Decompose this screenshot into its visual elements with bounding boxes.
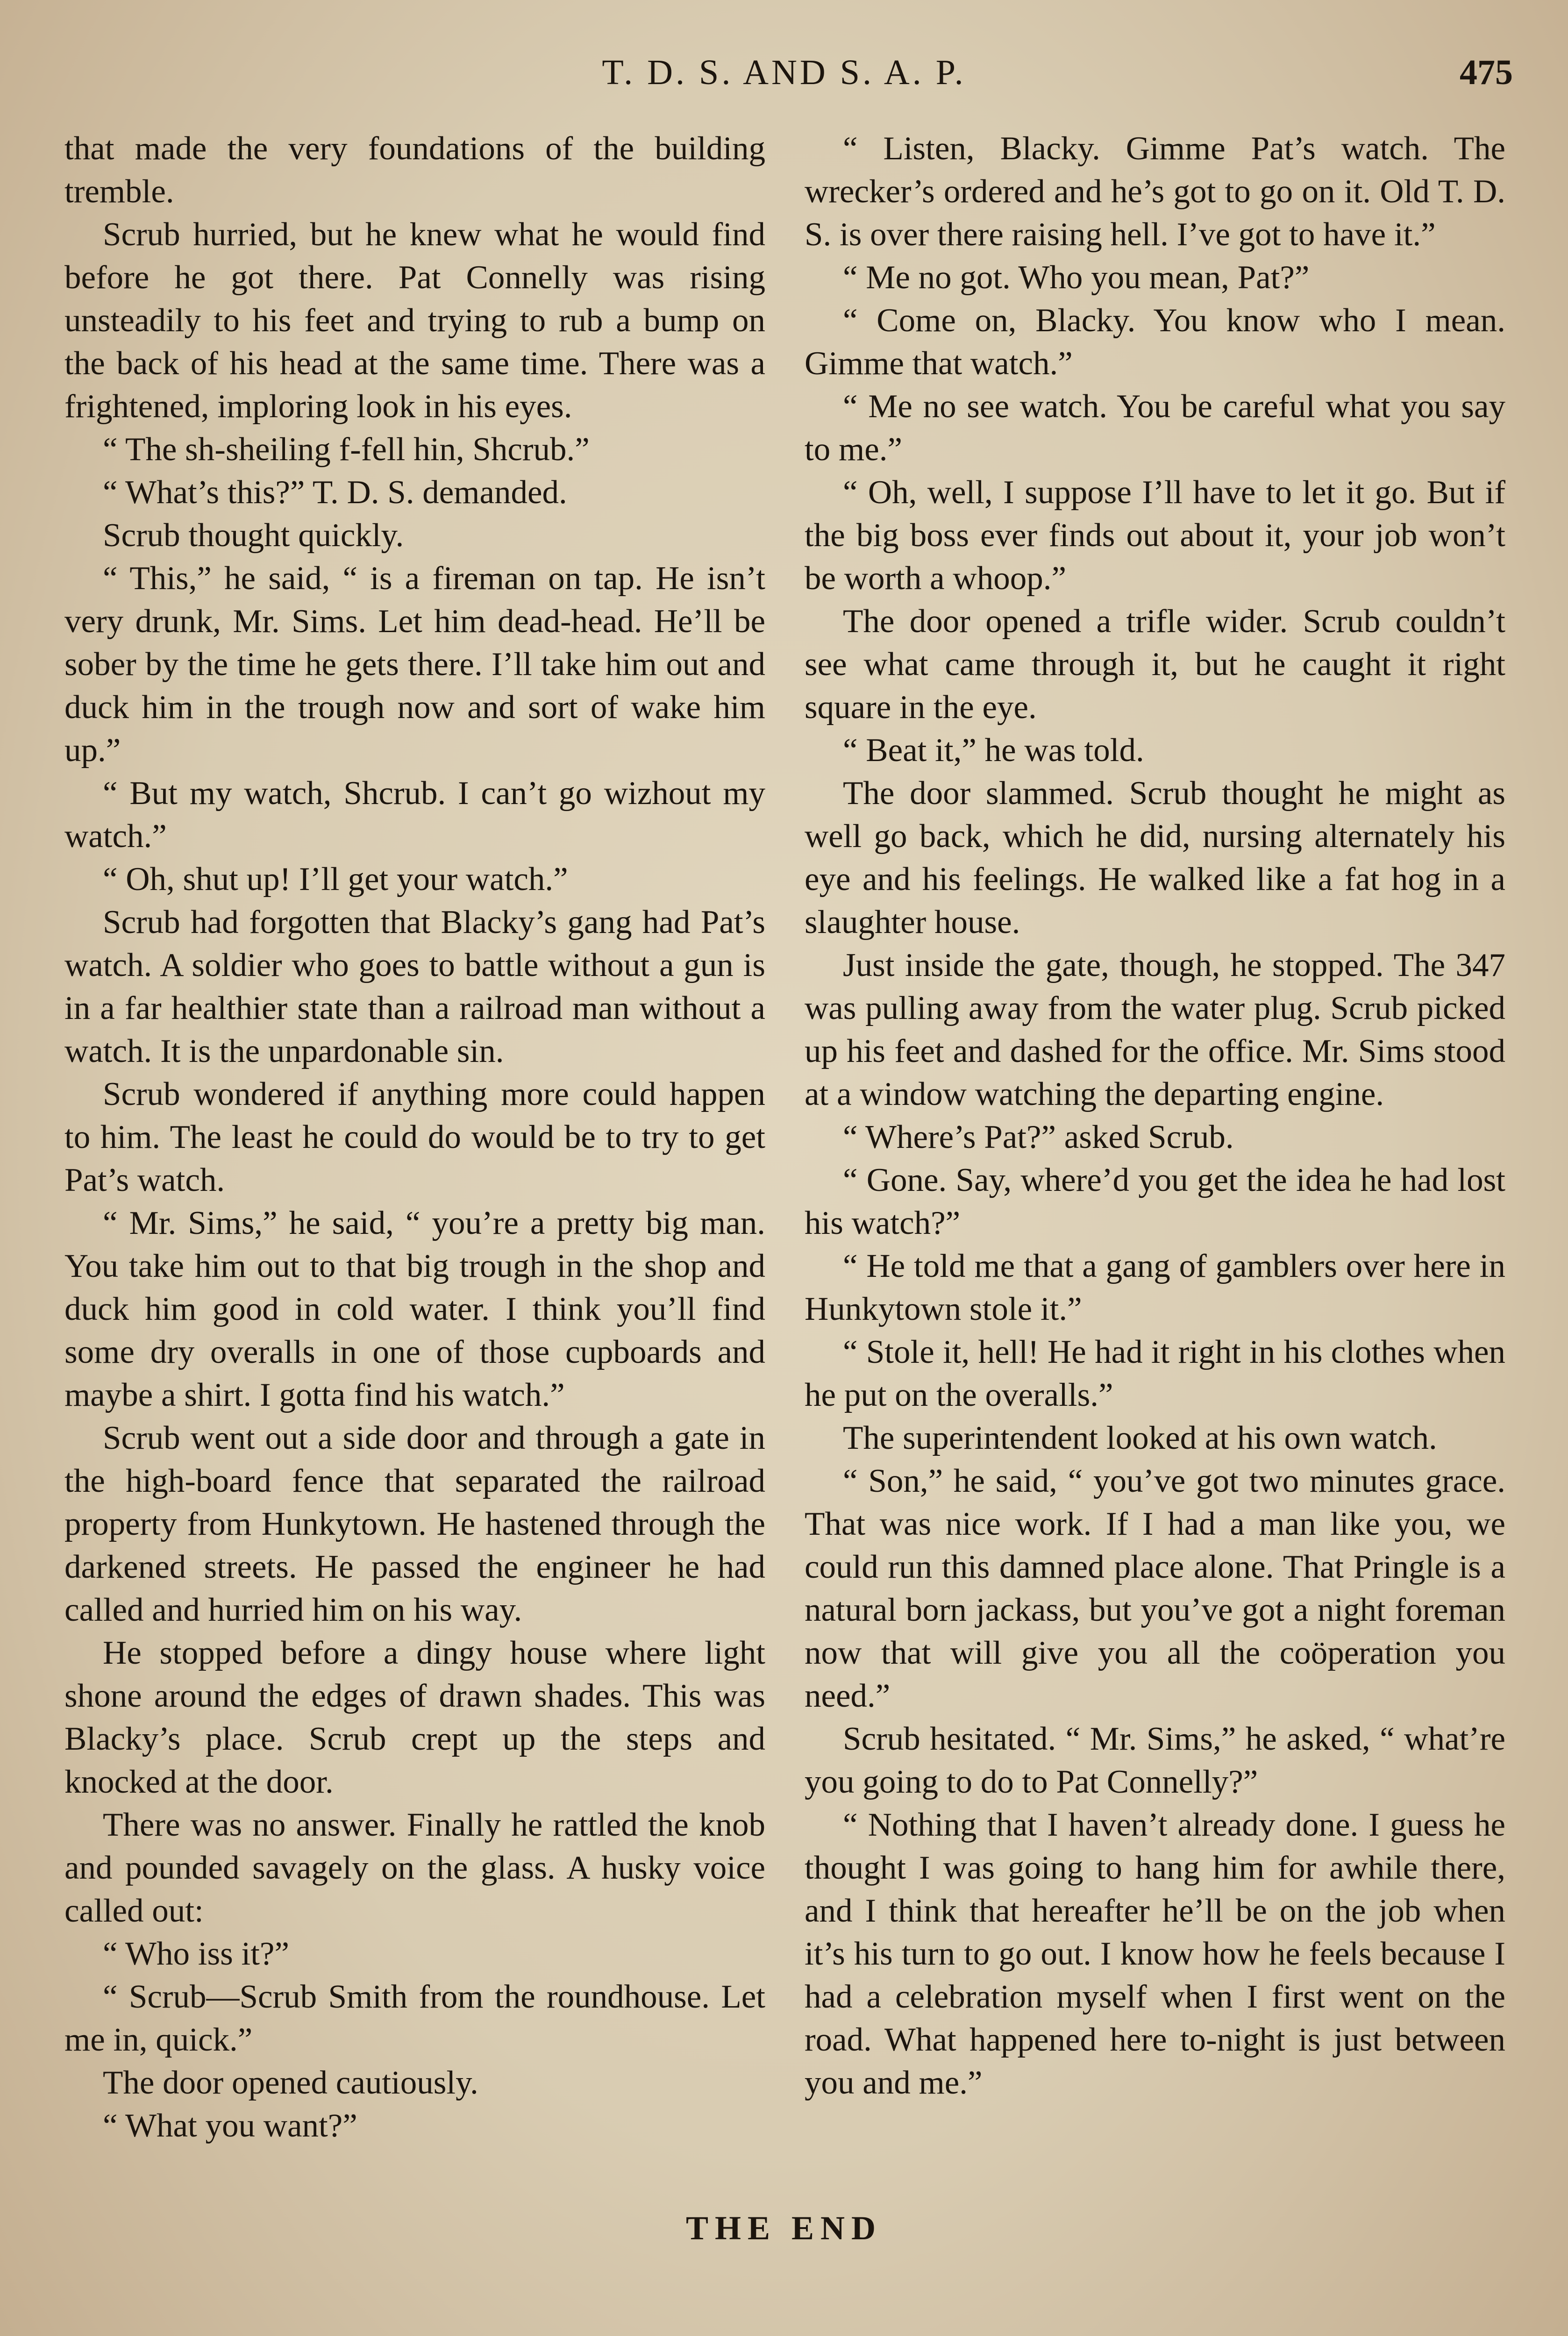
paragraph: Scrub thought quickly. (103, 517, 404, 554)
paragraph: The door slammed. Scrub thought he might as well go back, which he did, nursing alternately his eye and his feelings. He walked like a fat hog in a slaughter house. (805, 775, 1505, 940)
paragraph: Scrub hesitated. “ Mr. Sims,” he asked, “ what’re you going to do to Pat Connelly?” (805, 1721, 1505, 1800)
running-head (0, 47, 1568, 98)
paragraph: He stopped before a dingy house where light shone around the edges of drawn shades. This was Blacky’s place. Scrub crept up the steps and knocked at the door. (64, 1635, 765, 1800)
left-column (64, 127, 765, 2147)
paragraph: “ Me no got. Who you mean, Pat?” (843, 259, 1310, 296)
paragraph: “ Son,” he said, “ you’ve got two minutes grace. That was nice work. If I had a man like you, we could run this damned place alone. That Pringle is a natural born jackass, but you’ve got a night foreman now that will give you all the coöperation you need.” (805, 1463, 1505, 1714)
paragraph: Scrub hurried, but he knew what he would find before he got there. Pat Connelly was rising unsteadily to his feet and trying to rub a bump on the back of his head at the same time. There was a frightened, imploring look in his eyes. (64, 216, 765, 425)
paragraph: The door opened a trifle wider. Scrub couldn’t see what came through it, but he caught it right square in the eye. (805, 603, 1505, 726)
paragraph: Scrub went out a side door and through a gate in the high-board fence that separated the railroad property from Hunkytown. He hastened through the darkened streets. He passed the engineer he had called and hurried him on his way. (64, 1420, 765, 1628)
paragraph: “ Nothing that I haven’t already done. I guess he thought I was going to hang him for awhile there, and I think that hereafter he’ll be on the job when it’s his turn to go out. I know how he feels because I had a celebration myself when I first went on the road. What happened here to-night is just between you and me.” (805, 1807, 1505, 2101)
paragraph: There was no answer. Finally he rattled the knob and pounded savagely on the glass. A husky voice called out: (64, 1807, 765, 1929)
running-title: T. D. S. AND S. A. P. (602, 53, 966, 92)
paragraph: “ Scrub—Scrub Smith from the roundhouse. Let me in, quick.” (64, 1979, 765, 2058)
the-end-marker: THE END (685, 2209, 883, 2247)
paragraph: “ Who iss it?” (103, 1936, 289, 1972)
paragraph: “ Mr. Sims,” he said, “ you’re a pretty big man. You take him out to that big trough in the shop and duck him good in cold water. I think you’ll find some dry overalls in one of those cupboards and maybe a shirt. I gotta find his watch.” (64, 1205, 765, 1413)
paragraph: “ Come on, Blacky. You know who I mean. Gimme that watch.” (805, 302, 1505, 382)
paragraph: “ This,” he said, “ is a fireman on tap. He isn’t very drunk, Mr. Sims. Let him dead-head. He’ll be sober by the time he gets there. I’ll take him out and duck him in the trough now and sort of wake him up.” (64, 560, 765, 769)
paragraph: Scrub had forgotten that Blacky’s gang had Pat’s watch. A soldier who goes to battle without a gun is in a far healthier state than a railroad man without a watch. It is the unpardonable sin. (64, 904, 765, 1069)
paragraph: Scrub wondered if anything more could happen to him. The least he could do would be to try to get Pat’s watch. (64, 1076, 765, 1198)
paragraph: “ He told me that a gang of gamblers over here in Hunkytown stole it.” (805, 1248, 1505, 1327)
paragraph: “ But my watch, Shcrub. I can’t go wizhout my watch.” (64, 775, 765, 855)
paragraph: “ Listen, Blacky. Gimme Pat’s watch. The wrecker’s ordered and he’s got to go on it. Old T. D. S. is over there raising hell. I’ve got to have it.” (805, 130, 1505, 253)
paragraph: “ Where’s Pat?” asked Scrub. (843, 1119, 1234, 1155)
paragraph: “ Beat it,” he was told. (843, 732, 1144, 769)
paragraph: “ Stole it, hell! He had it right in his clothes when he put on the overalls.” (805, 1334, 1505, 1413)
paragraph: The door opened cautiously. (103, 2065, 478, 2101)
paragraph: “ What you want?” (103, 2108, 357, 2144)
paragraph: “ The sh-sheiling f-fell hin, Shcrub.” (103, 431, 590, 468)
paragraph: “ Oh, well, I suppose I’ll have to let it go. But if the big boss ever finds out about it, your job won’t be worth a whoop.” (805, 474, 1505, 597)
paragraph: “ Me no see watch. You be careful what you say to me.” (805, 388, 1505, 468)
right-column (805, 127, 1505, 2104)
paragraph: The superintendent looked at his own watch. (843, 1420, 1437, 1456)
paragraph: “ What’s this?” T. D. S. demanded. (103, 474, 567, 511)
paragraph: “ Gone. Say, where’d you get the idea he had lost his watch?” (805, 1162, 1505, 1241)
paragraph: “ Oh, shut up! I’ll get your watch.” (103, 861, 568, 897)
paragraph: that made the very foundations of the building tremble. (64, 130, 765, 210)
page-number: 475 (1460, 53, 1513, 92)
paragraph: Just inside the gate, though, he stopped. The 347 was pulling away from the water plug. Scrub picked up his feet and dashed for the office. Mr. Sims stood at a window watching the departing engine. (805, 947, 1505, 1112)
